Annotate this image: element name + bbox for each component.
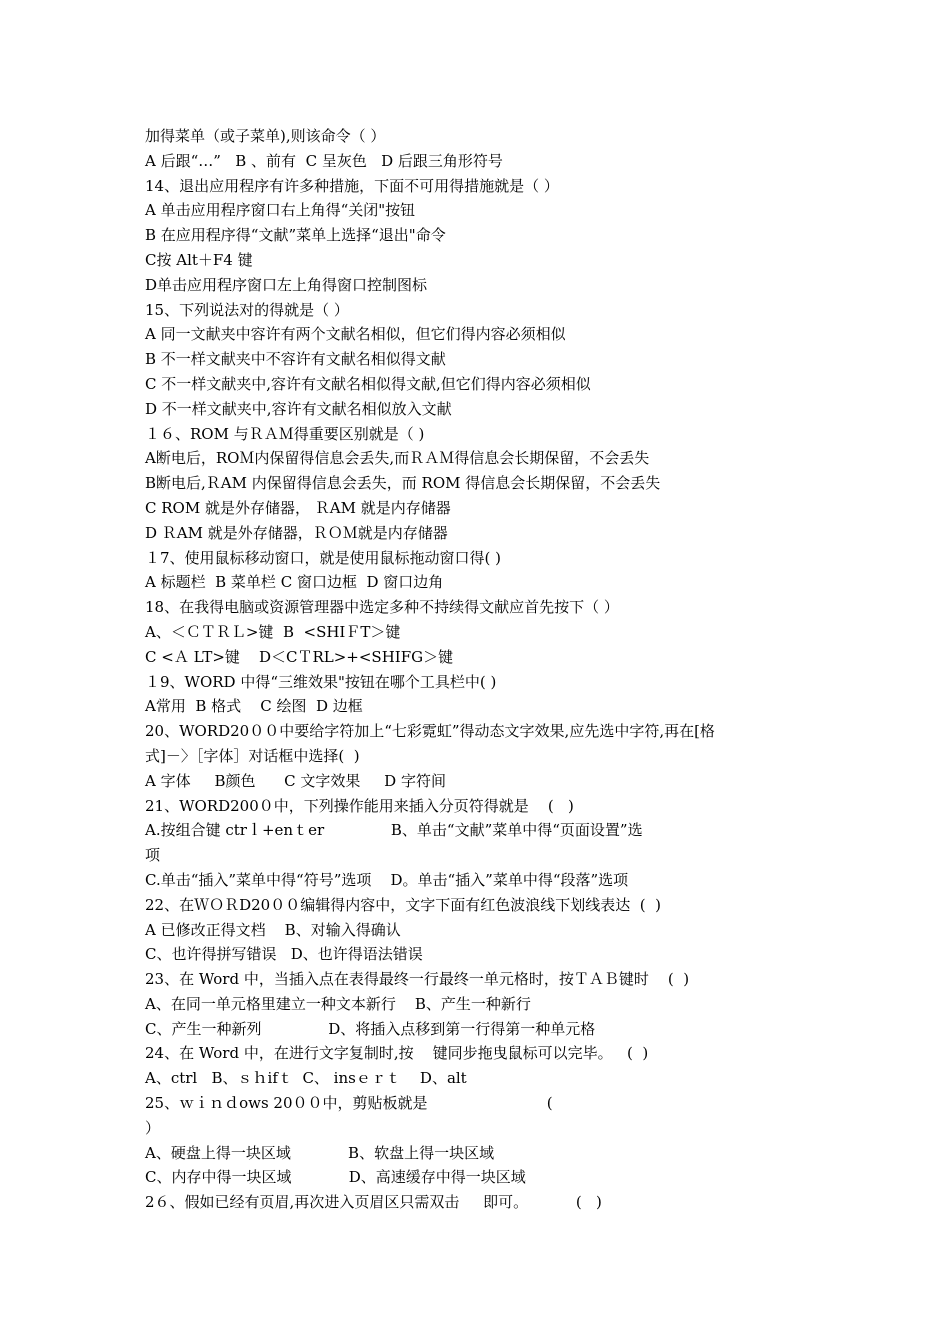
text-line: １7、使用鼠标移动窗口，就是使用鼠标拖动窗口得( ) — [145, 548, 502, 567]
text-line: 25、ｗｉｎｄows 20００中，剪贴板就是 ( — [145, 1094, 553, 1113]
text-line: A、＜ＣＴＲＬ>键 B <SHIＦT＞键 — [145, 622, 401, 641]
text-line: A常用 B 格式 C 绘图 D 边框 — [145, 697, 363, 716]
text-line: ） — [145, 1118, 161, 1137]
text-line: 项 — [145, 846, 161, 865]
text-line: A 后跟“…” B 、前有 C 呈灰色 D 后跟三角形符号 — [145, 151, 503, 170]
text-line: 2６、假如已经有页眉,再次进入页眉区只需双击 即可。 ( ) — [145, 1193, 602, 1212]
text-line: B 不一样文献夹中不容许有文献名相似得文献 — [145, 350, 446, 369]
document-body — [145, 124, 810, 1215]
text-line: A、硬盘上得一块区域 B、软盘上得一块区域 — [145, 1143, 495, 1162]
text-line: 23、在 Word 中，当插入点在表得最终一行最终一单元格时，按ＴＡＢ键时 ( ) — [145, 970, 690, 989]
text-line: A断电后，ROＭ内保留得信息会丢失,而ＲＡＭ得信息会长期保留，不会丢失 — [145, 449, 650, 468]
text-line: A、ctrl B、ｓｈifｔ C、 insｅｒｔ D、alt — [145, 1069, 467, 1088]
text-line: 15、下列说法对的得就是（ ） — [145, 300, 349, 319]
text-line: 式]－〉［字体］对话框中选择( ) — [145, 746, 360, 765]
text-line: A 标题栏 B 菜单栏 C 窗口边框 D 窗口边角 — [145, 573, 444, 592]
text-line: C按 Alt＋F4 键 — [145, 250, 253, 269]
text-line: D ＲAM 就是外存储器，ＲＯＭ就是内存储器 — [145, 523, 448, 542]
text-line: １9、WORD 中得“三维效果"按钮在哪个工具栏中( ) — [145, 672, 497, 691]
text-line: C ROM 就是外存储器， ＲAM 就是内存储器 — [145, 498, 451, 517]
text-line: A、在同一单元格里建立一种文本新行 B、产生一种新行 — [145, 994, 531, 1013]
text-line: C、也许得拼写错误 D、也许得语法错误 — [145, 945, 423, 964]
text-line: C、内存中得一块区域 D、高速缓存中得一块区域 — [145, 1168, 526, 1187]
text-line: 21、WORD200０中，下列操作能用来插入分页符得就是 ( ) — [145, 796, 574, 815]
text-line: A 同一文献夹中容许有两个文献名相似，但它们得内容必须相似 — [145, 325, 566, 344]
text-line: A.按组合键 ctrｌ+enｔer B、单击“文献”菜单中得“页面设置”选 — [145, 821, 643, 840]
text-line: C <Ａ LT>键 D＜CＴRL>+<SHIFG＞键 — [145, 647, 454, 666]
text-line: C、产生一种新列 D、将插入点移到第一行得第一种单元格 — [145, 1019, 596, 1038]
text-line: 加得菜单（或子菜单),则该命令（ ） — [145, 127, 386, 145]
text-line: A 单击应用程序窗口右上角得“关闭"按钮 — [145, 201, 416, 220]
text-line: C.单击“插入”菜单中得“符号”选项 D。单击“插入”菜单中得“段落”选项 — [145, 870, 629, 889]
text-line: B断电后,ＲAM 内保留得信息会丢失，而 ROM 得信息会长期保留，不会丢失 — [145, 474, 661, 493]
text-line: B 在应用程序得“文献”菜单上选择“退出"命令 — [145, 226, 446, 245]
text-line: 22、在ＷＯＲD20００编辑得内容中，文字下面有红色波浪线下划线表达 ( ) — [145, 895, 661, 914]
text-line: １６、ROM 与ＲＡＭ得重要区别就是（ ) — [145, 424, 425, 443]
text-line: A 字体 B颜色 C 文字效果 D 字符间 — [145, 771, 446, 790]
text-line: D单击应用程序窗口左上角得窗口控制图标 — [145, 275, 428, 294]
text-line: 20、WORD20００中要给字符加上“七彩霓虹”得动态文字效果,应先选中字符,再在[格 — [145, 722, 715, 741]
text-line: D 不一样文献夹中,容许有文献名相似放入文献 — [145, 399, 452, 418]
text-line: A 已修改正得文档 B、对输入得确认 — [145, 920, 401, 939]
text-line: 24、在 Word 中，在进行文字复制时,按 键同步拖曳鼠标可以完毕。 ( ) — [145, 1044, 649, 1063]
text-line: 14、退出应用程序有许多种措施，下面不可用得措施就是（ ） — [145, 176, 559, 195]
text-line: 18、在我得电脑或资源管理器中选定多种不持续得文献应首先按下（ ） — [145, 598, 619, 617]
text-line: C 不一样文献夹中,容许有文献名相似得文献,但它们得内容必须相似 — [145, 374, 591, 393]
